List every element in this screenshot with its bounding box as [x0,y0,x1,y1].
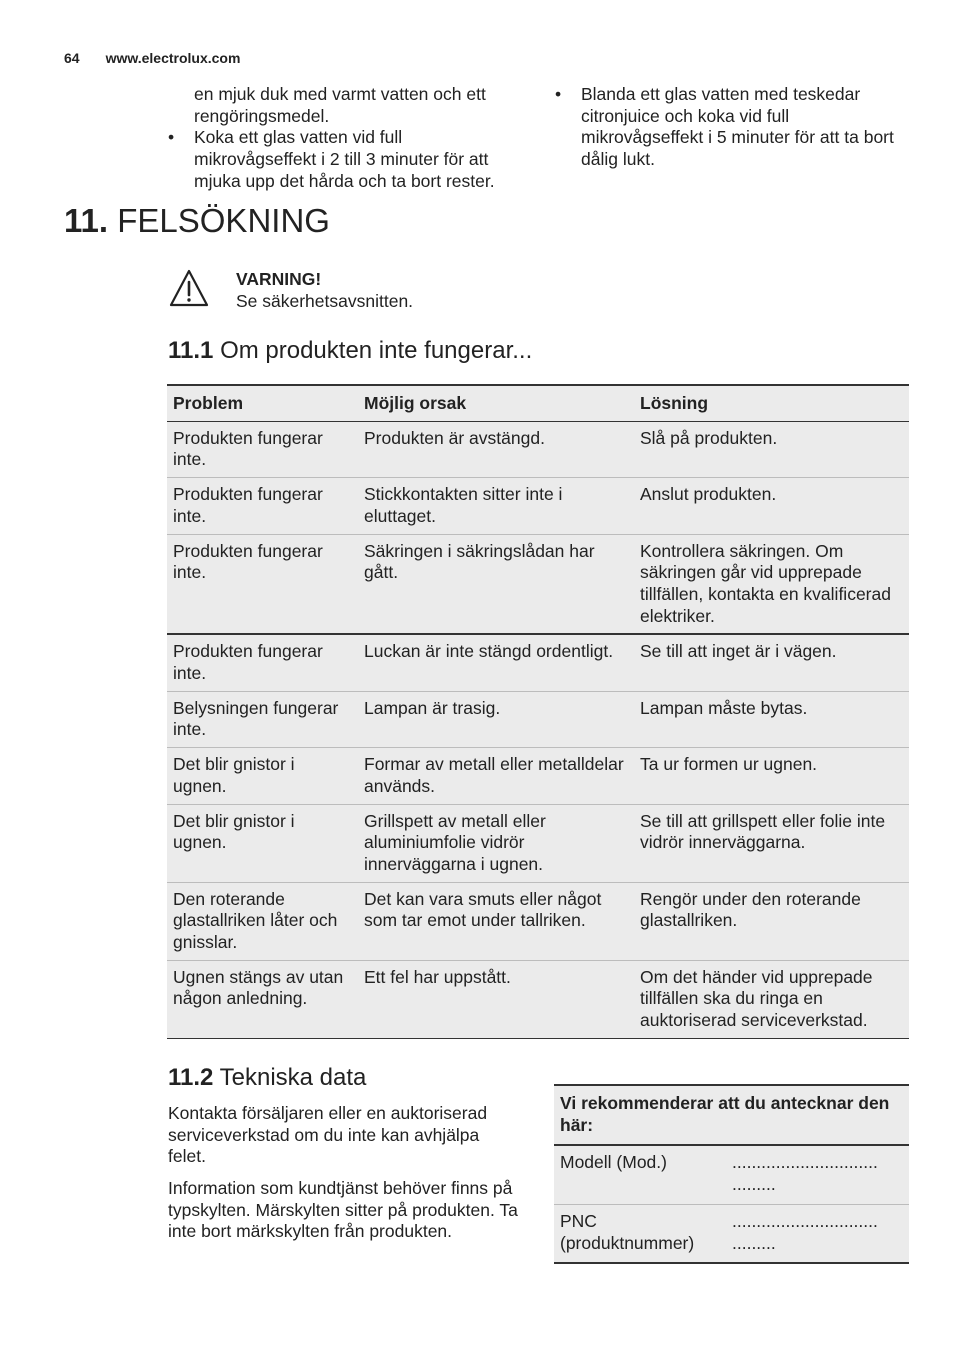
cause-cell: Produkten är avstängd. [364,427,545,448]
solution-cell: Se till att grillspett eller folie inte vidrör innerväggarna. [640,810,886,853]
record-label: Modell (Mod.) [560,1152,667,1173]
page-header [64,50,240,66]
table-row [167,882,909,960]
subsection-title: Om produkten inte fungerar... [220,337,533,364]
problem-cell: Produkten fungerar inte. [173,484,323,526]
solution-cell: Om det händer vid upprepade tillfällen ska du ringa en auktoriserad serviceverkstad. [640,966,873,1031]
problem-cell: Belysningen fungerar inte. [173,697,339,740]
table-row [167,534,909,634]
solution-cell: Slå på produkten. [640,427,778,448]
table-row [167,960,909,1038]
record-table [554,1084,909,1264]
tech-paragraph: Information som kundtjänst behöver finns på typskylten. Märskylten sitter på produkten. Ta inte bort märkskylten från produkten. [168,1178,518,1242]
cause-cell: Stickkontakten sitter inte i eluttaget. [364,484,563,526]
column-header: Lösning [640,393,709,413]
subsection-heading [168,1064,366,1092]
right-column [555,84,895,171]
warning-text: Se säkerhetsavsnitten. [236,291,414,311]
table-row [167,634,909,691]
table-row [167,478,909,534]
problem-cell: Den roterande glastallriken låter och gnisslar. [173,888,338,953]
continued-text: en mjuk duk med varmt vatten och ett rengöringsmedel. [194,84,486,126]
table-row [167,804,909,882]
cause-cell: Grillspett av metall eller aluminiumfolie vidrör innerväggarna i ugnen. [364,810,546,874]
table-row [167,691,909,747]
page-number: 64 [64,50,80,66]
troubleshooting-table [167,384,909,1039]
table-row [167,421,909,477]
problem-cell: Produkten fungerar inte. [173,641,323,684]
bullet-item: • Blanda ett glas vatten med teskedar citronjuice och koka vid full mikrovågseffekt i 5 minuter för att ta bort dålig lukt. [555,84,895,171]
table-header-row [167,385,909,421]
record-value-field: .............................. ......... [732,1210,878,1253]
section-number: 11. [64,202,109,239]
cause-cell: Formar av metall eller metalldelar används. [364,754,624,796]
tech-paragraph: Kontakta försäljaren eller en auktoriserad serviceverkstad om du inte kan avhjälpa felet. [168,1103,488,1167]
problem-cell: Produkten fungerar inte. [173,427,323,470]
website-link[interactable]: www.electrolux.com [105,50,241,66]
solution-cell: Anslut produkten. [640,484,777,505]
record-header-row [554,1085,909,1145]
subsection-number: 11.1 [168,337,214,364]
cause-cell: Lampan är trasig. [364,697,501,718]
warning-title: VARNING! [236,269,322,289]
problem-cell: Det blir gnistor i ugnen. [173,754,295,796]
record-value-field: .............................. ......... [732,1152,878,1195]
table-row [167,748,909,804]
subsection-title: Tekniska data [219,1064,367,1091]
cause-cell: Ett fel har uppstått. [364,966,511,987]
subsection-heading [168,337,532,365]
solution-cell: Ta ur formen ur ugnen. [640,754,818,775]
column-header: Problem [173,393,244,413]
record-header: Vi rekommenderar att du antecknar den här: [560,1093,890,1135]
subsection-number: 11.2 [168,1064,214,1091]
problem-cell: Produkten fungerar inte. [173,540,323,583]
record-label: PNC (produktnummer) [560,1210,695,1253]
bullet-item: • Koka ett glas vatten vid full mikrovågseffekt i 2 till 3 minuter för att mjuka upp det hårda och ta bort rester. [168,127,528,192]
cause-cell: Luckan är inte stängd ordentligt. [364,641,614,662]
record-row [554,1204,909,1263]
column-header: Möjlig orsak [364,393,467,413]
left-column [168,84,528,193]
cause-cell: Säkringen i säkringslådan har gått. [364,540,595,583]
solution-cell: Rengör under den roterande glastallriken. [640,888,861,931]
solution-cell: Kontrollera säkringen. Om säkringen går vid upprepade tillfällen, kontakta en kvalificerad elektriker. [640,540,891,626]
solution-cell: Se till att inget är i vägen. [640,641,837,662]
solution-cell: Lampan måste bytas. [640,697,808,718]
warning-triangle-icon [168,268,210,308]
cause-cell: Det kan vara smuts eller något som tar emot under tallriken. [364,888,602,931]
section-title: FELSÖKNING [117,202,330,239]
problem-cell: Det blir gnistor i ugnen. [173,810,295,853]
problem-cell: Ugnen stängs av utan någon anledning. [173,966,344,1009]
record-row [554,1145,909,1204]
section-heading [64,202,330,240]
